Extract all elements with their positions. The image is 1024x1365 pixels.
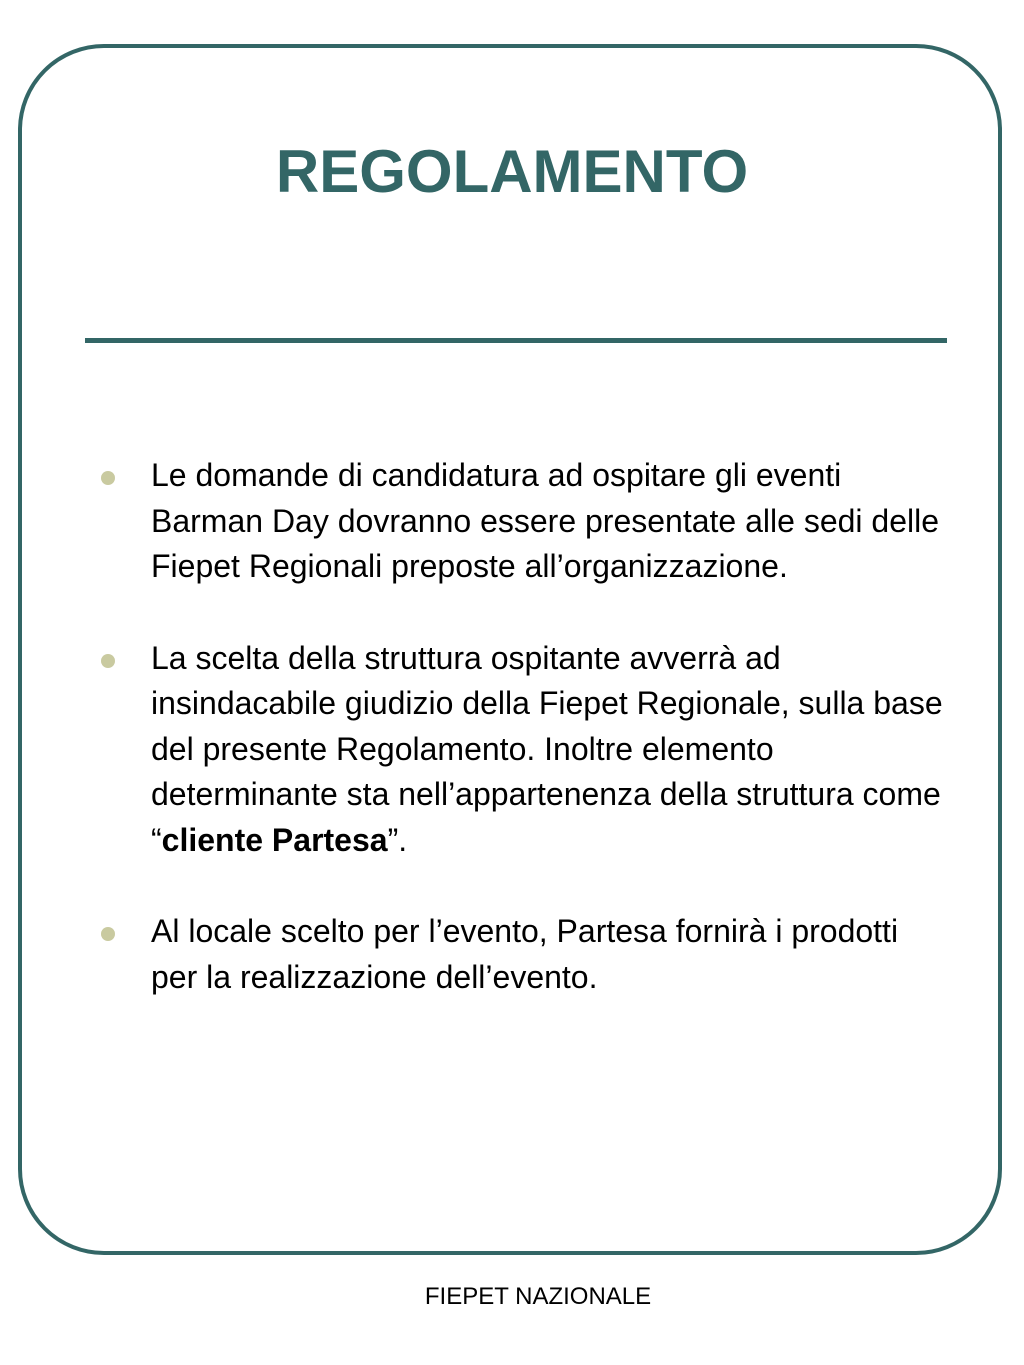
bullet-text: Le domande di candidatura ad ospitare gli eventi Barman Day dovranno essere presentate alle sedi delle Fiepet Regionali preposte all’organizzazione.: [151, 457, 940, 584]
page-title: REGOLAMENTO: [275, 138, 749, 205]
bullet-text-end: ”.: [387, 821, 408, 858]
bullet-item: [95, 909, 945, 1000]
bullet-text: La scelta della struttura ospitante avverrà ad insindacabile giudizio della Fiepet Regionale, sulla base del presente Regolamento. Inoltre elemento determinante sta nell’appartenenza della struttura come “: [151, 639, 943, 858]
bullet-dot-icon: [101, 471, 115, 485]
footer-text: FIEPET NAZIONALE: [424, 1283, 652, 1310]
bullet-text: Al locale scelto per l’evento, Partesa fornirà i prodotti per la realizzazione dell’evento.: [151, 913, 899, 995]
bullet-item: [95, 453, 945, 590]
bullet-item: [95, 636, 945, 864]
bullet-emphasis: cliente Partesa: [161, 821, 388, 858]
title-divider: [85, 338, 947, 343]
bullet-list: [95, 453, 945, 1046]
bullet-dot-icon: [101, 927, 115, 941]
bullet-dot-icon: [101, 654, 115, 668]
